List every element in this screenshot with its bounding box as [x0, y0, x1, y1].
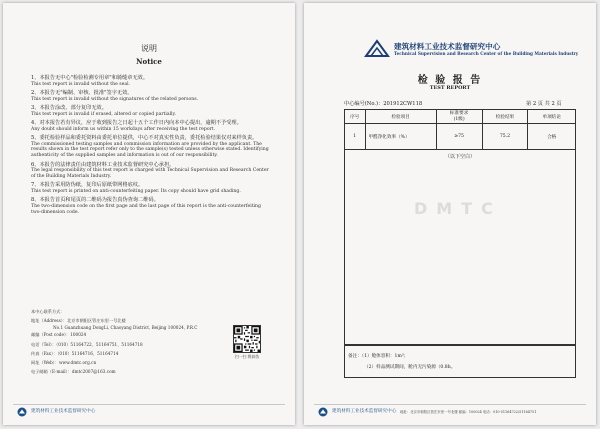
cell-item: 甲醛净化效率（%）: [365, 124, 436, 150]
col-header: 检验项目: [365, 110, 436, 124]
cell-result: 75.2: [482, 124, 528, 150]
center-logo-icon: [364, 38, 390, 60]
contact-heading: 本中心联系方式：: [31, 309, 65, 314]
results-blank-area: [344, 149, 576, 346]
notice-title-en: Notice: [136, 57, 162, 66]
footer-center-name: 建筑材料工业技术监督研究中心: [31, 409, 96, 414]
col-header: 序号: [345, 110, 366, 124]
notice-item: 5、委托检验样品和委托资料由委托单位提供，中心不对真实性负责，委托检验结果仅对来样负责。 The commissioned testing samples and commission information are provided by the applicant. The results shown in the test report refer only to the sample(s) tested unless otherwise stated. Identifying authenticity of the supplied samples and information is out of our responsibility.: [31, 135, 269, 159]
cell-conclusion: 合格: [528, 124, 576, 150]
notice-list: [31, 75, 271, 218]
center-name-cn: 建筑材料工业技术监督研究中心: [394, 42, 501, 51]
notice-item: 4、对本报告若有异议，应于收到报告之日起十五个工作日内向本中心提出，逾期不予受理。 Any doubt should inform us within 15 workdays after receiving the test report.: [31, 120, 242, 132]
contact-phone: 电话（Tel）：（010）51164722、51164751、51164718: [31, 341, 143, 347]
col-header: 标准要求 (1级): [436, 110, 482, 124]
notice-item: 1、本报告无中心"检验检测专用章"和骑缝章无效。 This test report is invalid without the seal.: [31, 75, 149, 87]
contact-postcode: 邮编（Post code）：100024: [31, 332, 87, 338]
contact-email: 电子邮箱（E-mail）：dmtc2007@163.com: [31, 369, 116, 375]
contact-address-en: No.1 Guanzhuang DongLi, Chaoyang District, Beijing 100024, P.R.C: [53, 325, 198, 331]
notice-item: 7、本报告采用防伪纸，复印后原纸带网格底纹。 This test report is printed on anti-counterfeiting paper. Its copy should have grid shading.: [31, 182, 241, 194]
report-number: 中心编号(No.)：201912CW118: [344, 101, 423, 107]
blank-below-note: （以下空白）: [444, 154, 475, 160]
center-logo-icon: [17, 407, 27, 417]
contact-info: [31, 307, 221, 376]
contact-web: 网址（Web）：www.dmtc.org.cn: [31, 360, 97, 366]
notice-item: 8、本报告首页和尾页的二维码为报告真伪查询二维码。 The two-dimension code on the first page and the last page of this report is the anti-counterfeiting two-dimension code.: [31, 197, 261, 215]
remark-line: （2）样品测试期间，舱内无污染源（0.8h。: [364, 365, 456, 370]
page-footer: [314, 404, 586, 419]
qr-caption: 扫一扫 辨真伪: [235, 354, 259, 359]
results-table: [344, 109, 576, 150]
table-header-row: [345, 110, 576, 124]
remarks-box: [344, 344, 576, 378]
report-title-en: TEST REPORT: [429, 85, 471, 91]
notice-item: 6、本报告的法律责任由建筑材料工业技术监督研究中心承担。 The legal responsibility of this test report is charged with Technical Supervision and Research Center of the Building Materials Industry.: [31, 161, 269, 179]
notice-title-cn: 说明: [141, 44, 157, 53]
notice-item: 3、本报告涂改、部分复印无效。 This test report is invalid if erased, altered or copied partially.: [31, 105, 176, 117]
contact-address: 地址（Address）：北京市朝阳区管庄东里一号北楼: [31, 318, 126, 324]
contact-fax: 传真（Fax）：（010）51164716、51164714: [31, 350, 119, 356]
cell-requirement: ≥75: [436, 124, 482, 150]
center-logo-icon: [318, 407, 328, 417]
cell-no: 1: [345, 124, 366, 150]
report-title-cn: 检 验 报 告: [417, 75, 483, 86]
table-row: [345, 124, 576, 150]
remark-line: 备注：（1）舱体容积：1m³；: [348, 354, 409, 359]
notice-item: 2、本报告无"编制、审核、批准"签字无效。 This test report is invalid without the signatures of the related persons.: [31, 90, 199, 102]
col-header: 检验结果: [482, 110, 528, 124]
center-name-en: Technical Supervision and Research Center of the Building Materials Industry: [394, 51, 579, 56]
footer-address: 地址：北京市朝阳区管庄东里一号北楼 邮编：100024 电话：010-51164722/51164751: [400, 410, 537, 414]
footer-center-name: 建筑材料工业技术监督研究中心: [332, 409, 397, 414]
page-footer: [13, 404, 285, 419]
qr-code: [233, 325, 261, 353]
notice-page: [3, 3, 295, 425]
col-header: 单项结论: [528, 110, 576, 124]
test-report-page: [304, 3, 596, 425]
watermark-logo: DMTC: [414, 199, 502, 218]
page-info: 第 2 页 共 2 页: [526, 101, 562, 107]
